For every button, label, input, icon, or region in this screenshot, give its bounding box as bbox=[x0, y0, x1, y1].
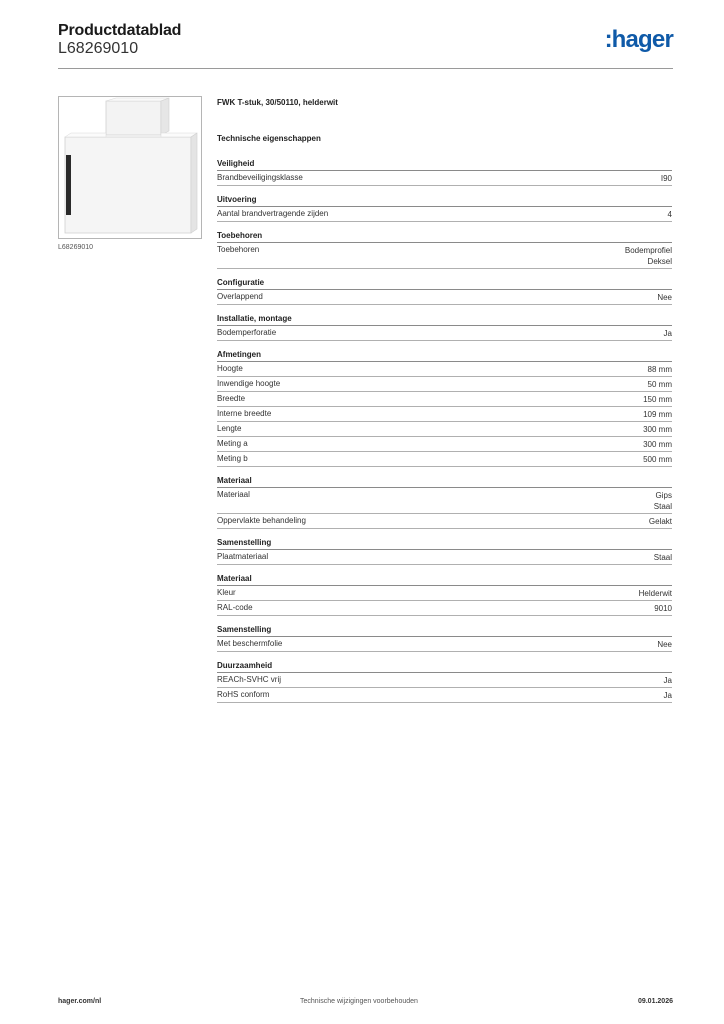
spec-label: Plaatmateriaal bbox=[217, 552, 269, 561]
spec-row bbox=[217, 207, 672, 222]
spec-sections bbox=[217, 159, 672, 703]
spec-label: Aantal brandvertragende zijden bbox=[217, 209, 329, 218]
spec-value bbox=[657, 639, 672, 650]
spec-label: Hoogte bbox=[217, 364, 243, 373]
footer-date: 09.01.2026 bbox=[637, 998, 673, 1005]
spec-row bbox=[217, 326, 672, 341]
spec-section-title: Afmetingen bbox=[217, 350, 672, 362]
spec-label: Breedte bbox=[217, 394, 246, 403]
spec-value bbox=[643, 394, 672, 405]
spec-label: Materiaal bbox=[217, 490, 250, 499]
spec-section bbox=[217, 350, 672, 467]
spec-section bbox=[217, 231, 672, 269]
spec-value bbox=[661, 173, 672, 184]
product-image bbox=[58, 96, 202, 239]
spec-section-title: Materiaal bbox=[217, 574, 672, 586]
spec-value bbox=[654, 603, 672, 614]
spec-section-title: Materiaal bbox=[217, 476, 672, 488]
spec-value bbox=[664, 328, 672, 339]
spec-section bbox=[217, 314, 672, 341]
spec-value bbox=[654, 552, 672, 563]
spec-label: Bodemperforatie bbox=[217, 328, 277, 337]
spec-section-title: Toebehoren bbox=[217, 231, 672, 243]
spec-value-line: Ja bbox=[663, 676, 672, 685]
spec-section-title: Installatie, montage bbox=[217, 314, 672, 326]
spec-section-title: Configuratie bbox=[217, 278, 672, 290]
spec-row bbox=[217, 601, 672, 616]
logo-colon: : bbox=[604, 26, 611, 53]
document-product-code: L68269010 bbox=[58, 40, 139, 57]
spec-section-title: Samenstelling bbox=[217, 538, 672, 550]
document-title: Productdatablad bbox=[58, 22, 182, 39]
spec-section-title: Duurzaamheid bbox=[217, 661, 672, 673]
spec-value-line: Ja bbox=[663, 329, 672, 338]
spec-value-line: 9010 bbox=[654, 604, 672, 613]
spec-section bbox=[217, 538, 672, 565]
spec-value-line: 88 mm bbox=[647, 365, 672, 374]
spec-value-line: Gips bbox=[655, 491, 672, 500]
spec-value-line: 300 mm bbox=[643, 440, 672, 449]
header-divider bbox=[58, 68, 673, 69]
spec-value-line: 150 mm bbox=[643, 395, 672, 404]
spec-row bbox=[217, 452, 672, 467]
spec-row bbox=[217, 637, 672, 652]
spec-value-line: 109 mm bbox=[643, 410, 672, 419]
spec-row bbox=[217, 550, 672, 565]
spec-value bbox=[664, 690, 672, 701]
spec-label: Overlappend bbox=[217, 292, 263, 301]
spec-value-line: Bodemprofiel bbox=[624, 246, 672, 255]
spec-row bbox=[217, 392, 672, 407]
spec-value bbox=[668, 209, 672, 220]
spec-row bbox=[217, 290, 672, 305]
page-footer bbox=[58, 998, 673, 1010]
hager-logo bbox=[605, 28, 673, 52]
spec-label: Inwendige hoogte bbox=[217, 379, 281, 388]
spec-section-title: Veiligheid bbox=[217, 159, 672, 171]
spec-label: Toebehoren bbox=[217, 245, 260, 254]
spec-section bbox=[217, 574, 672, 616]
spec-value-line: Staal bbox=[653, 502, 672, 511]
spec-value-line: 300 mm bbox=[643, 425, 672, 434]
spec-section bbox=[217, 278, 672, 305]
spec-row bbox=[217, 407, 672, 422]
product-details bbox=[217, 97, 672, 712]
spec-row bbox=[217, 488, 672, 514]
spec-value bbox=[657, 292, 672, 303]
spec-label: REACh-SVHC vrij bbox=[217, 675, 282, 684]
spec-value-line: 50 mm bbox=[647, 380, 672, 389]
spec-value-line: Deksel bbox=[647, 257, 672, 266]
spec-row bbox=[217, 514, 672, 529]
spec-value-line: 4 bbox=[667, 210, 672, 219]
spec-label: Lengte bbox=[217, 424, 242, 433]
spec-value bbox=[625, 245, 672, 267]
spec-value bbox=[643, 439, 672, 450]
product-name: FWK T-stuk, 30/50110, helderwit bbox=[217, 98, 338, 107]
spec-value bbox=[649, 516, 672, 527]
spec-row bbox=[217, 586, 672, 601]
spec-label: RoHS conform bbox=[217, 690, 270, 699]
spec-row bbox=[217, 422, 672, 437]
spec-label: RAL-code bbox=[217, 603, 253, 612]
spec-value bbox=[648, 379, 672, 390]
spec-row bbox=[217, 362, 672, 377]
footer-website-link[interactable]: hager.com/nl bbox=[58, 998, 102, 1005]
logo-text: hager bbox=[611, 26, 673, 53]
spec-section bbox=[217, 625, 672, 652]
spec-label: Brandbeveiligingsklasse bbox=[217, 173, 303, 182]
spec-label: Meting a bbox=[217, 439, 248, 448]
spec-value-line: Staal bbox=[653, 553, 672, 562]
spec-section bbox=[217, 159, 672, 186]
spec-label: Met beschermfolie bbox=[217, 639, 283, 648]
spec-value-line: Gelakt bbox=[648, 517, 672, 526]
spec-value-line: 500 mm bbox=[643, 455, 672, 464]
spec-value-line: I90 bbox=[660, 174, 672, 183]
image-caption: L68269010 bbox=[58, 244, 94, 251]
spec-section bbox=[217, 195, 672, 222]
spec-section-title: Samenstelling bbox=[217, 625, 672, 637]
spec-section-title: Uitvoering bbox=[217, 195, 672, 207]
spec-label: Kleur bbox=[217, 588, 236, 597]
technical-properties-heading: Technische eigenschappen bbox=[217, 134, 321, 143]
spec-value bbox=[639, 588, 672, 599]
spec-row bbox=[217, 673, 672, 688]
spec-value bbox=[643, 454, 672, 465]
spec-value bbox=[643, 424, 672, 435]
page-header bbox=[58, 20, 673, 70]
spec-label: Meting b bbox=[217, 454, 248, 463]
spec-value bbox=[648, 364, 672, 375]
spec-section bbox=[217, 661, 672, 703]
spec-value bbox=[643, 409, 672, 420]
spec-value bbox=[654, 490, 672, 512]
spec-label: Interne breedte bbox=[217, 409, 272, 418]
spec-value bbox=[664, 675, 672, 686]
spec-row bbox=[217, 243, 672, 269]
spec-row bbox=[217, 377, 672, 392]
footer-disclaimer: Technische wijzigingen voorbehouden bbox=[300, 998, 418, 1005]
spec-row bbox=[217, 437, 672, 452]
spec-value-line: Nee bbox=[657, 640, 672, 649]
spec-section bbox=[217, 476, 672, 529]
spec-value-line: Ja bbox=[663, 691, 672, 700]
spec-value-line: Helderwit bbox=[638, 589, 672, 598]
t-piece-product-icon bbox=[59, 97, 201, 238]
spec-value-line: Nee bbox=[657, 293, 672, 302]
spec-row bbox=[217, 171, 672, 186]
spec-label: Oppervlakte behandeling bbox=[217, 516, 306, 525]
spec-row bbox=[217, 688, 672, 703]
